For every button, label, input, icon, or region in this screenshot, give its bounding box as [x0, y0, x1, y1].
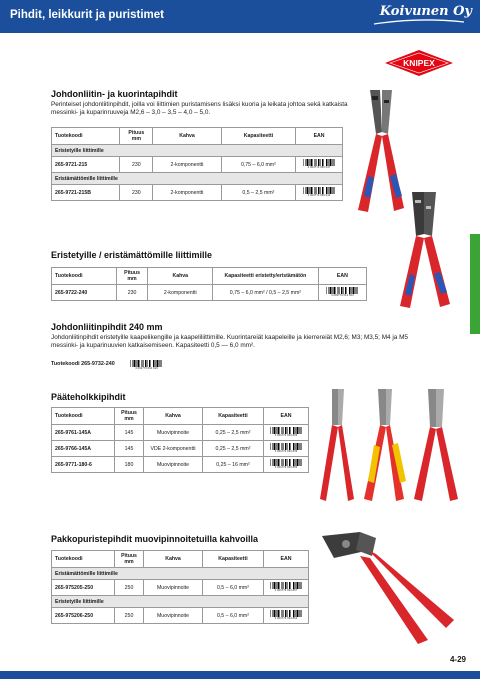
table-row: 265-975205-250 250 Muovipinnoite 0,5 – 6,0 mm² 4 003773 034 857	[52, 580, 309, 596]
table-header-row	[52, 408, 309, 425]
page-header	[0, 0, 480, 33]
section-side-tab	[470, 234, 480, 334]
product-table-1	[51, 127, 343, 201]
table-header-row	[52, 268, 367, 285]
koivunen-logo	[380, 4, 472, 28]
product-table-5	[51, 550, 309, 624]
ean-barcode: 4 003773 034 857	[270, 582, 303, 592]
ean-barcode: 4 003773 033 836	[270, 427, 303, 437]
product-table-4	[51, 407, 309, 473]
col-header-capacity: Kapasiteetti	[203, 551, 264, 568]
product-code-label: Tuotekoodi 265-9732-240	[51, 361, 115, 367]
table-group-row: Eristetyille liittimille	[52, 596, 309, 608]
col-header-capacity: Kapasiteetti eristetty/eristämätön	[213, 268, 319, 285]
section-ferrule-pliers	[51, 392, 301, 402]
page-footer-bar	[0, 671, 480, 679]
table-row: 265-9722-240 230 2-komponentti 0,75 – 6,0 mm² / 0,5 – 2,5 mm² 4 003773 013 524	[52, 285, 367, 301]
crimping-pliers-image-2	[384, 190, 466, 310]
section-title: Eristetyille / eristämättömille liittimille	[51, 250, 213, 260]
col-header-code: Tuotekoodi	[52, 268, 117, 285]
table-row: 265-9721-215B 230 2-komponentti 0,5 – 2,5 mm² 4 003773 056 644	[52, 185, 343, 201]
ferrule-pliers-image	[318, 385, 468, 505]
col-header-length: Pituus mm	[120, 128, 153, 145]
col-header-code: Tuotekoodi	[52, 408, 115, 425]
product-table-2	[51, 267, 367, 301]
ean-barcode: 4 003773 061 919	[130, 360, 163, 370]
col-header-code: Tuotekoodi	[52, 551, 115, 568]
page-number: 4-29	[449, 655, 466, 664]
section-title: Johdonliitin- ja kuorintapihdit	[51, 89, 178, 99]
col-header-ean: EAN	[264, 408, 309, 425]
ean-barcode: 4 003773 056 644	[303, 187, 336, 197]
col-header-length: Pituus mm	[115, 408, 144, 425]
table-group-row: Eristetyille liittimille	[52, 145, 343, 157]
ean-barcode: 4 003773 013 524	[326, 287, 359, 297]
table-row: 265-9761-145A 145 Muovipinnoite 0,25 – 2,5 mm² 4 003773 033 836	[52, 425, 309, 441]
col-header-handle: Kahva	[144, 551, 203, 568]
knipex-logo-text: KNIPEX	[403, 58, 435, 68]
section-description: Perinteiset johdonliitinpihdit, joilla voi liittimien puristamisens lisäksi kuoria ja leikata johtoa sekä katkaista messinki- ja kuparinruuveja M2,6 – 3,0 – 3,5 – 4,0 – 5,0.	[51, 101, 348, 116]
section-title: Johdonliitinpihdit 240 mm	[51, 322, 163, 332]
section-title: Pakkopuristepihdit muovipinnoitetuilla kahvoilla	[51, 534, 259, 544]
table-header-row	[52, 128, 343, 145]
col-header-length: Pituus mm	[116, 268, 148, 285]
section-ratchet-crimpers	[51, 534, 351, 544]
table-row: 265-9766-145A 145 VDE 2-komponentti 0,25 – 2,5 mm² 4 003773 033 843	[52, 441, 309, 457]
knipex-logo	[385, 50, 453, 76]
col-header-length: Pituus mm	[115, 551, 144, 568]
ratchet-crimper-image	[316, 528, 466, 648]
page-header-title: Pihdit, leikkurit ja puristimet	[10, 9, 165, 21]
section-title: Pääteholkkipihdit	[51, 392, 126, 402]
col-header-handle: Kahva	[144, 408, 203, 425]
logo-swoosh-icon	[374, 19, 464, 25]
col-header-ean: EAN	[318, 268, 366, 285]
table-header-row	[52, 551, 309, 568]
koivunen-logo-text: Koivunen Oy	[379, 4, 472, 19]
ean-barcode: 4 003773 033 843	[270, 443, 303, 453]
section-crimp-strip-pliers	[51, 89, 361, 117]
col-header-ean: EAN	[264, 551, 309, 568]
col-header-capacity: Kapasiteetti	[221, 128, 295, 145]
table-group-row: Eristämättömille liittimille	[52, 173, 343, 185]
col-header-ean: EAN	[296, 128, 343, 145]
table-row: 265-9721-215 230 2-komponentti 0,75 – 6,0 mm² 4 003773 056 637	[52, 157, 343, 173]
col-header-code: Tuotekoodi	[52, 128, 120, 145]
table-row: 265-9771-180-6 180 Muovipinnoite 0,25 – 16 mm² 4 003773 033 850	[52, 457, 309, 473]
col-header-handle: Kahva	[148, 268, 213, 285]
col-header-capacity: Kapasiteetti	[203, 408, 264, 425]
section-insulated-uninsulated	[51, 250, 351, 260]
section-description: Johdonliitinpihdit eristetyille kaapelikengille ja kaapeliliittimille. Kuorintareiät kaapeleille ja kierrereiät M2,6; M3; M3,5; M4 ja M5 messinki- ja kuparinuuvien katkaisemiseen. Kapasiteetti 0,5 — 6,0 mm².	[51, 334, 408, 349]
col-header-handle: Kahva	[153, 128, 221, 145]
ean-barcode: 4 003773 033 850	[270, 459, 303, 469]
table-group-row: Eristämättömille liittimille	[52, 568, 309, 580]
section-terminal-pliers-240	[51, 322, 431, 350]
ean-barcode: 4 003773 034 864	[270, 610, 303, 620]
table-row: 265-975206-250 250 Muovipinnoite 0,5 – 6,0 mm² 4 003773 034 864	[52, 608, 309, 624]
ean-barcode: 4 003773 056 637	[303, 159, 336, 169]
